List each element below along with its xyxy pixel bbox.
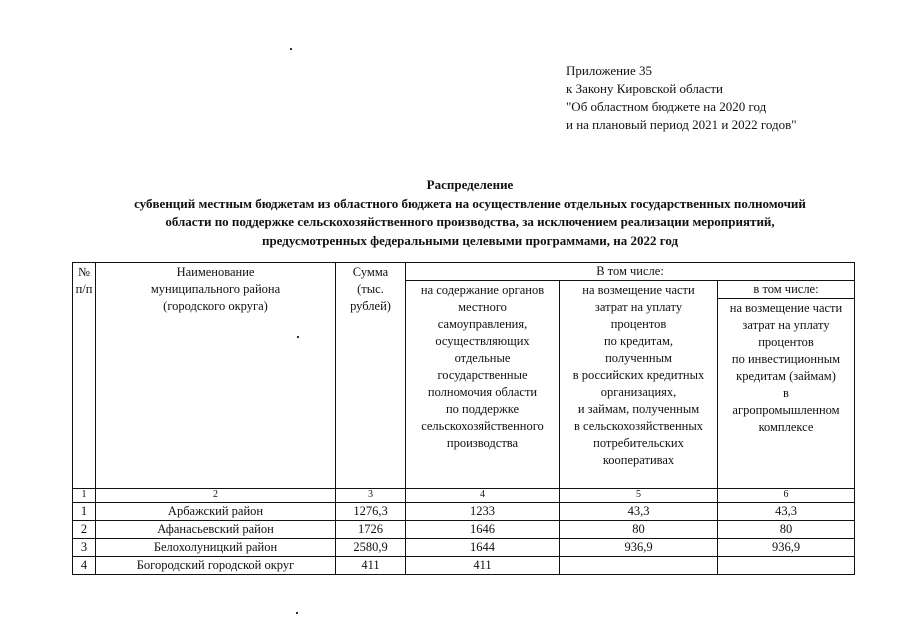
header-sum: Сумма (тыс. рублей) bbox=[336, 263, 406, 489]
index-cell: 5 bbox=[560, 489, 718, 503]
appendix-line: и на плановый период 2021 и 2022 годов" bbox=[566, 117, 797, 132]
appendix-line: к Закону Кировской области bbox=[566, 81, 723, 96]
row-c4: 411 bbox=[406, 557, 560, 575]
row-num: 1 bbox=[73, 503, 96, 521]
row-c6: 80 bbox=[718, 521, 855, 539]
appendix-note bbox=[566, 62, 797, 134]
row-c4: 1646 bbox=[406, 521, 560, 539]
table-row bbox=[73, 503, 855, 521]
header-col5: на возмещение части затрат на уплату процентов по кредитам, полученным в российских кредитных организациях, и займам, полученным в сельскохозяйственных потребительских кооперативах bbox=[560, 281, 718, 489]
header-including: В том числе: bbox=[406, 263, 855, 281]
row-c4: 1644 bbox=[406, 539, 560, 557]
row-num: 3 bbox=[73, 539, 96, 557]
title-line: субвенций местным бюджетам из областного бюджета на осуществление отдельных государственных полномочий bbox=[134, 195, 806, 211]
scan-speck bbox=[290, 48, 292, 50]
row-sum: 1726 bbox=[336, 521, 406, 539]
row-c6: 936,9 bbox=[718, 539, 855, 557]
table-row bbox=[73, 557, 855, 575]
appendix-line: Приложение 35 bbox=[566, 63, 653, 78]
row-name: Афанасьевский район bbox=[96, 521, 336, 539]
row-c4: 1233 bbox=[406, 503, 560, 521]
row-sum: 1276,3 bbox=[336, 503, 406, 521]
table-row bbox=[73, 539, 855, 557]
index-cell: 4 bbox=[406, 489, 560, 503]
scan-speck bbox=[296, 612, 298, 614]
index-cell: 6 bbox=[718, 489, 855, 503]
row-num: 4 bbox=[73, 557, 96, 575]
header-name: Наименование муниципального района (городского округа) bbox=[96, 263, 336, 489]
header-col6-group: в том числе: bbox=[718, 281, 854, 299]
row-c6: 43,3 bbox=[718, 503, 855, 521]
header-col4: на содержание органов местного самоуправления, осуществляющих отдельные государственные полномочия области по поддержке сельскохозяйственного производства bbox=[406, 281, 560, 489]
appendix-line: "Об областном бюджете на 2020 год bbox=[566, 99, 767, 114]
header-col6-block bbox=[718, 281, 855, 489]
scan-speck bbox=[297, 336, 299, 338]
row-c5: 936,9 bbox=[560, 539, 718, 557]
row-name: Богородский городской округ bbox=[96, 557, 336, 575]
row-c6 bbox=[718, 557, 855, 575]
row-name: Арбажский район bbox=[96, 503, 336, 521]
title-heading: Распределение bbox=[426, 177, 514, 192]
row-c5: 43,3 bbox=[560, 503, 718, 521]
row-c5: 80 bbox=[560, 521, 718, 539]
title-line: предусмотренных федеральными целевыми программами, на 2022 год bbox=[261, 232, 679, 248]
row-sum: 2580,9 bbox=[336, 539, 406, 557]
index-cell: 1 bbox=[73, 489, 96, 503]
document-title bbox=[40, 176, 900, 250]
table-row bbox=[73, 521, 855, 539]
header-col6: на возмещение части затрат на уплату процентов по инвестиционным кредитам (займам) в агропромышленном комплексе bbox=[729, 301, 843, 434]
row-sum: 411 bbox=[336, 557, 406, 575]
index-cell: 2 bbox=[96, 489, 336, 503]
row-num: 2 bbox=[73, 521, 96, 539]
distribution-table bbox=[72, 262, 855, 575]
row-name: Белохолуницкий район bbox=[96, 539, 336, 557]
header-num: № п/п bbox=[73, 263, 96, 489]
title-line: области по поддержке сельскохозяйственного производства, за исключением реализации мероприятий, bbox=[165, 214, 775, 229]
row-c5 bbox=[560, 557, 718, 575]
index-cell: 3 bbox=[336, 489, 406, 503]
